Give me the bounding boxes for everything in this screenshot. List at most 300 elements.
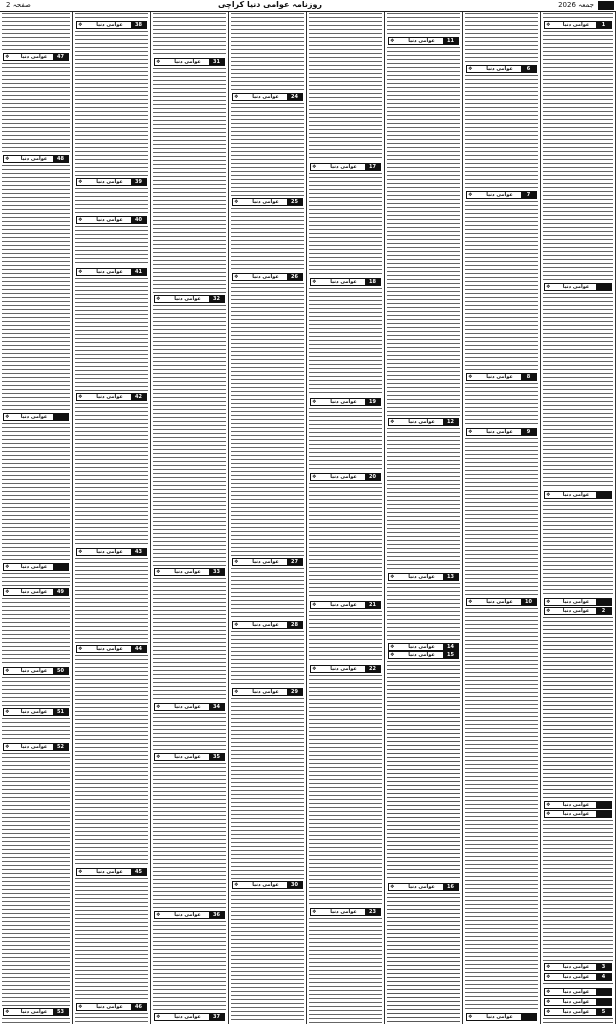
ad-number-badge: 2 (596, 608, 611, 614)
ad-title: عوامی دنیا (20, 744, 48, 750)
ad-title: عوامی دنیا (96, 269, 123, 275)
classified-ad-header (307, 664, 384, 674)
classified-text-block (465, 438, 538, 596)
ornament-icon: ❖ (5, 709, 10, 715)
ornament-icon: ❖ (5, 744, 10, 750)
ornament-icon: ❖ (78, 646, 83, 652)
ornament-icon: ❖ (312, 474, 317, 480)
column-5 (229, 12, 307, 1024)
ornament-icon: ❖ (234, 689, 239, 695)
ad-title: عوامی دنیا (330, 164, 357, 170)
column-7 (73, 12, 151, 1024)
ad-number-badge: 32 (209, 296, 224, 302)
ad-title: عوامی دنیا (562, 492, 590, 498)
ad-number-badge: 42 (131, 394, 146, 400)
classified-ad-header (0, 412, 72, 422)
ad-title: عوامی دنیا (486, 1014, 513, 1020)
ornament-icon: ❖ (312, 666, 317, 672)
ad-number-badge: 10 (521, 599, 536, 605)
ornament-icon: ❖ (5, 564, 10, 570)
column-4 (307, 12, 385, 1024)
classified-ad-header (541, 972, 615, 982)
ad-number-badge: 3 (596, 964, 611, 970)
classified-ad-header (463, 597, 540, 607)
ad-number-badge: 29 (287, 689, 302, 695)
ornament-icon: ❖ (156, 59, 161, 65)
ad-number-badge: 19 (365, 399, 380, 405)
classified-ad-header (385, 650, 462, 660)
classified-text-block (231, 13, 304, 91)
ad-number-badge: 39 (131, 179, 146, 185)
ad-title: عوامی دنیا (330, 474, 357, 480)
classified-ad-header (229, 197, 306, 207)
classified-ad-header (73, 267, 150, 277)
classified-text-block (309, 483, 382, 599)
ad-title: عوامی دنیا (562, 989, 590, 995)
ad-title: عوامی دنیا (96, 869, 123, 875)
column-6 (151, 12, 229, 1024)
classified-text-block (231, 631, 304, 686)
classified-text-block (387, 47, 460, 416)
ornament-icon: ❖ (546, 989, 551, 995)
classified-ad-header (73, 20, 150, 30)
classified-text-block (309, 288, 382, 396)
classified-text-block (2, 573, 70, 586)
ad-title: عوامی دنیا (96, 1004, 123, 1010)
ad-number-badge (53, 564, 68, 570)
ornament-icon: ❖ (390, 652, 395, 658)
classified-text-block (543, 13, 613, 19)
ad-number-badge: 38 (131, 22, 146, 28)
classified-ad-header (73, 644, 150, 654)
ornament-icon: ❖ (312, 164, 317, 170)
classified-text-block (153, 713, 226, 751)
classified-text-block (309, 918, 382, 1023)
classified-ad-header (0, 587, 72, 597)
classified-text-block (465, 383, 538, 426)
ad-title: عوامی دنیا (330, 602, 357, 608)
corner-label: صفحہ 2 (6, 1, 31, 9)
classified-text-block (75, 878, 148, 1001)
classified-text-block (465, 13, 538, 63)
classified-ad-header (73, 215, 150, 225)
classified-text-block (543, 983, 613, 986)
classified-ad-header (541, 1007, 615, 1017)
ornament-icon: ❖ (468, 374, 473, 380)
classified-ad-header (0, 1007, 72, 1017)
classified-ad-header (73, 867, 150, 877)
ad-title: عوامی دنیا (562, 284, 590, 290)
ornament-icon: ❖ (78, 1004, 83, 1010)
classified-text-block (543, 617, 613, 799)
ad-number-badge: 1 (596, 22, 611, 28)
ad-number-badge: 24 (287, 94, 302, 100)
ad-number-badge: 43 (131, 549, 146, 555)
ad-number-badge: 48 (53, 156, 68, 162)
masthead-bar (0, 0, 616, 12)
classified-ad-header (307, 162, 384, 172)
classified-text-block (153, 578, 226, 701)
classified-ad-header (151, 294, 228, 304)
ad-number-badge: 6 (521, 66, 536, 72)
classified-text-block (465, 608, 538, 1011)
ad-number-badge: 7 (521, 192, 536, 198)
classified-ad-header (0, 562, 72, 572)
ad-title: عوامی دنیا (174, 569, 201, 575)
classified-text-block (2, 718, 70, 741)
classified-text-block (153, 763, 226, 909)
classified-text-block (2, 598, 70, 665)
ornament-icon: ❖ (156, 569, 161, 575)
ornament-icon: ❖ (234, 882, 239, 888)
ad-title: عوامی دنیا (330, 279, 357, 285)
ornament-icon: ❖ (546, 22, 551, 28)
ornament-icon: ❖ (5, 414, 10, 420)
classified-ad-header (307, 600, 384, 610)
ornament-icon: ❖ (78, 549, 83, 555)
masthead-title: روزنامہ عوامی دنیا کراچی (217, 0, 323, 9)
ad-number-badge: 12 (443, 419, 458, 425)
ad-number-badge (596, 492, 611, 498)
classified-text-block (387, 583, 460, 641)
classified-ad-header (385, 36, 462, 46)
ad-title: عوامی دنیا (562, 22, 590, 28)
classified-text-block (2, 423, 70, 561)
ad-number-badge (53, 414, 68, 420)
classified-text-block (75, 226, 148, 266)
ornament-icon: ❖ (234, 199, 239, 205)
ad-title: عوامی دنیا (96, 646, 123, 652)
classified-ad-header (541, 20, 615, 30)
classified-text-block (2, 753, 70, 1006)
ad-number-badge (596, 999, 611, 1005)
ad-number-badge: 41 (131, 269, 146, 275)
classified-ad-header (151, 57, 228, 67)
classified-text-block (543, 501, 613, 596)
ornament-icon: ❖ (546, 802, 551, 808)
classified-ad-header (307, 472, 384, 482)
classified-text-block (543, 31, 613, 281)
ad-title: عوامی دنیا (562, 999, 590, 1005)
ad-title: عوامی دنیا (174, 59, 201, 65)
ad-title: عوامی دنیا (562, 599, 590, 605)
ad-number-badge: 53 (53, 1009, 68, 1015)
ad-number-badge: 13 (443, 574, 458, 580)
ornament-icon: ❖ (5, 668, 10, 674)
classified-ad-header (307, 397, 384, 407)
ad-number-badge: 31 (209, 59, 224, 65)
ad-title: عوامی دنیا (174, 1014, 201, 1020)
ad-number-badge: 21 (365, 602, 380, 608)
ornament-icon: ❖ (234, 274, 239, 280)
classified-text-block (543, 293, 613, 489)
classified-ad-header (151, 702, 228, 712)
ornament-icon: ❖ (390, 644, 395, 650)
classified-ad-header (73, 392, 150, 402)
classified-ad-header (463, 190, 540, 200)
ad-title: عوامی دنیا (96, 549, 123, 555)
ad-title: عوامی دنیا (174, 754, 201, 760)
ornament-icon: ❖ (312, 602, 317, 608)
classified-text-block (309, 173, 382, 276)
classified-ad-header (229, 620, 306, 630)
ad-title: عوامی دنیا (562, 608, 590, 614)
ornament-icon: ❖ (546, 811, 551, 817)
classified-ad-header (463, 64, 540, 74)
classified-ad-header (229, 272, 306, 282)
ad-title: عوامی دنیا (562, 811, 590, 817)
classified-text-block (231, 283, 304, 556)
ad-number-badge: 35 (209, 754, 224, 760)
ad-title: عوامی دنیا (486, 192, 513, 198)
classified-text-block (2, 1018, 70, 1023)
column-2 (463, 12, 541, 1024)
ad-title: عوامی دنیا (408, 38, 435, 44)
ad-title: عوامی دنیا (486, 374, 513, 380)
classified-text-block (153, 68, 226, 293)
ad-number-badge: 30 (287, 882, 302, 888)
page-number-badge (598, 1, 614, 10)
ad-title: عوامی دنیا (20, 589, 48, 595)
ornament-icon: ❖ (78, 22, 83, 28)
ad-title: عوامی دنیا (174, 912, 201, 918)
ornament-icon: ❖ (312, 399, 317, 405)
ornament-icon: ❖ (546, 1009, 551, 1015)
ad-number-badge: 14 (443, 644, 458, 650)
ad-number-badge: 46 (131, 1004, 146, 1010)
ad-title: عوامی دنیا (174, 704, 201, 710)
ad-number-badge: 8 (521, 374, 536, 380)
classified-ad-header (385, 882, 462, 892)
classified-text-block (231, 208, 304, 271)
ad-title: عوامی دنیا (486, 66, 513, 72)
classified-text-block (387, 661, 460, 881)
ornament-icon: ❖ (546, 492, 551, 498)
ornament-icon: ❖ (468, 599, 473, 605)
ornament-icon: ❖ (468, 66, 473, 72)
ornament-icon: ❖ (390, 884, 395, 890)
ornament-icon: ❖ (78, 869, 83, 875)
ad-title: عوامی دنیا (408, 574, 435, 580)
classified-ad-header (541, 997, 615, 1007)
ad-title: عوامی دنیا (252, 274, 279, 280)
ornament-icon: ❖ (234, 559, 239, 565)
classified-text-block (75, 403, 148, 546)
classified-text-block (75, 31, 148, 176)
classified-text-block (387, 428, 460, 571)
ad-title: عوامی دنیا (408, 652, 435, 658)
ad-title: عوامی دنیا (408, 644, 435, 650)
ad-number-badge: 44 (131, 646, 146, 652)
classified-ad-header (0, 742, 72, 752)
classified-ad-header (0, 666, 72, 676)
ad-title: عوامی دنیا (20, 564, 48, 570)
classified-text-block (231, 103, 304, 196)
ad-number-badge: 25 (287, 199, 302, 205)
ad-title: عوامی دنیا (252, 559, 279, 565)
ornament-icon: ❖ (390, 574, 395, 580)
ad-title: عوامی دنیا (486, 429, 513, 435)
classified-ad-header (151, 1012, 228, 1022)
column-3 (385, 12, 463, 1024)
classified-ad-header (73, 547, 150, 557)
classified-ad-header (385, 417, 462, 427)
classified-text-block (75, 1013, 148, 1023)
ad-title: عوامی دنیا (96, 394, 123, 400)
classified-text-block (543, 820, 613, 961)
classified-ad-header (229, 92, 306, 102)
classified-text-block (309, 611, 382, 663)
date-label: جمعہ 2026 (558, 1, 594, 9)
ad-number-badge (596, 284, 611, 290)
classified-text-block (465, 75, 538, 189)
ad-number-badge: 18 (365, 279, 380, 285)
ad-number-badge: 15 (443, 652, 458, 658)
ad-number-badge: 23 (365, 909, 380, 915)
classified-ad-header (463, 1012, 540, 1022)
classified-ad-header (0, 707, 72, 717)
ad-number-badge: 50 (53, 668, 68, 674)
classified-ad-header (0, 154, 72, 164)
classified-text-block (309, 13, 382, 161)
ad-number-badge: 28 (287, 622, 302, 628)
ad-title: عوامی دنیا (252, 199, 279, 205)
ad-title: عوامی دنیا (330, 666, 357, 672)
ad-number-badge (521, 1014, 536, 1020)
ad-number-badge: 11 (443, 38, 458, 44)
ad-number-badge (596, 811, 611, 817)
ornament-icon: ❖ (312, 279, 317, 285)
column-8 (0, 12, 73, 1024)
ad-title: عوامی دنیا (96, 217, 123, 223)
ad-number-badge: 26 (287, 274, 302, 280)
classified-ad-header (229, 687, 306, 697)
ornament-icon: ❖ (156, 296, 161, 302)
ad-number-badge: 4 (596, 974, 611, 980)
classified-text-block (153, 921, 226, 1011)
ad-number-badge (596, 599, 611, 605)
ad-title: عوامی دنیا (562, 1009, 590, 1015)
ad-number-badge: 52 (53, 744, 68, 750)
ornament-icon: ❖ (546, 284, 551, 290)
classified-text-block (75, 188, 148, 214)
ad-title: عوامی دنیا (252, 882, 279, 888)
classified-text-block (153, 305, 226, 566)
ad-title: عوامی دنیا (20, 54, 48, 60)
ornament-icon: ❖ (78, 179, 83, 185)
ad-number-badge: 9 (521, 429, 536, 435)
ad-title: عوامی دنیا (20, 1009, 48, 1015)
classified-text-block (387, 893, 460, 1023)
ad-number-badge: 22 (365, 666, 380, 672)
classified-ad-header (541, 490, 615, 500)
ornament-icon: ❖ (390, 419, 395, 425)
classified-text-block (543, 1018, 613, 1023)
ornament-icon: ❖ (546, 608, 551, 614)
classified-ad-header (385, 572, 462, 582)
classified-text-block (309, 408, 382, 471)
classified-ad-header (229, 880, 306, 890)
ornament-icon: ❖ (234, 94, 239, 100)
ornament-icon: ❖ (546, 964, 551, 970)
ad-title: عوامی دنیا (20, 156, 48, 162)
ornament-icon: ❖ (546, 599, 551, 605)
classified-text-block (75, 278, 148, 391)
ad-number-badge: 40 (131, 217, 146, 223)
ornament-icon: ❖ (5, 589, 10, 595)
ornament-icon: ❖ (156, 1014, 161, 1020)
ad-title: عوامی دنیا (252, 622, 279, 628)
classified-text-block (387, 13, 460, 35)
ornament-icon: ❖ (468, 429, 473, 435)
ad-title: عوامی دنیا (330, 399, 357, 405)
ad-title: عوامی دنیا (20, 668, 48, 674)
classified-text-block (2, 63, 70, 153)
classified-ad-header (541, 606, 615, 616)
ad-number-badge: 47 (53, 54, 68, 60)
ad-number-badge: 51 (53, 709, 68, 715)
classified-text-block (231, 891, 304, 1023)
ornament-icon: ❖ (546, 999, 551, 1005)
classified-ad-header (151, 752, 228, 762)
classified-text-block (2, 677, 70, 706)
ornament-icon: ❖ (156, 912, 161, 918)
ornament-icon: ❖ (5, 54, 10, 60)
classified-ad-header (151, 567, 228, 577)
classified-ad-header (0, 52, 72, 62)
ad-title: عوامی دنیا (252, 94, 279, 100)
ad-number-badge: 16 (443, 884, 458, 890)
ornament-icon: ❖ (546, 974, 551, 980)
ad-number-badge: 45 (131, 869, 146, 875)
ornament-icon: ❖ (78, 394, 83, 400)
ornament-icon: ❖ (78, 269, 83, 275)
ad-title: عوامی دنیا (96, 179, 123, 185)
ornament-icon: ❖ (5, 156, 10, 162)
ad-title: عوامی دنیا (408, 884, 435, 890)
ad-number-badge (596, 802, 611, 808)
classified-ad-header (541, 987, 615, 997)
classified-ad-header (307, 907, 384, 917)
classified-ad-header (151, 910, 228, 920)
ornament-icon: ❖ (390, 38, 395, 44)
classified-ad-header (73, 177, 150, 187)
classified-text-block (75, 655, 148, 866)
ad-title: عوامی دنیا (562, 802, 590, 808)
ad-title: عوامی دنیا (486, 599, 513, 605)
ad-title: عوامی دنیا (96, 22, 123, 28)
classified-ad-header (73, 1002, 150, 1012)
ad-number-badge: 37 (209, 1014, 224, 1020)
ornament-icon: ❖ (156, 754, 161, 760)
ad-title: عوامی دنیا (20, 414, 48, 420)
ornament-icon: ❖ (468, 1014, 473, 1020)
ad-number-badge: 34 (209, 704, 224, 710)
ad-number-badge: 20 (365, 474, 380, 480)
classified-ad-header (541, 962, 615, 972)
ad-title: عوامی دنیا (562, 964, 590, 970)
ornament-icon: ❖ (234, 622, 239, 628)
classified-text-block (75, 13, 148, 19)
ad-number-badge: 27 (287, 559, 302, 565)
classified-ad-header (307, 277, 384, 287)
classified-ad-header (541, 282, 615, 292)
classified-text-block (2, 165, 70, 411)
classified-text-block (231, 568, 304, 619)
ad-number-badge: 36 (209, 912, 224, 918)
column-1 (541, 12, 616, 1024)
ad-title: عوامی دنیا (562, 974, 590, 980)
